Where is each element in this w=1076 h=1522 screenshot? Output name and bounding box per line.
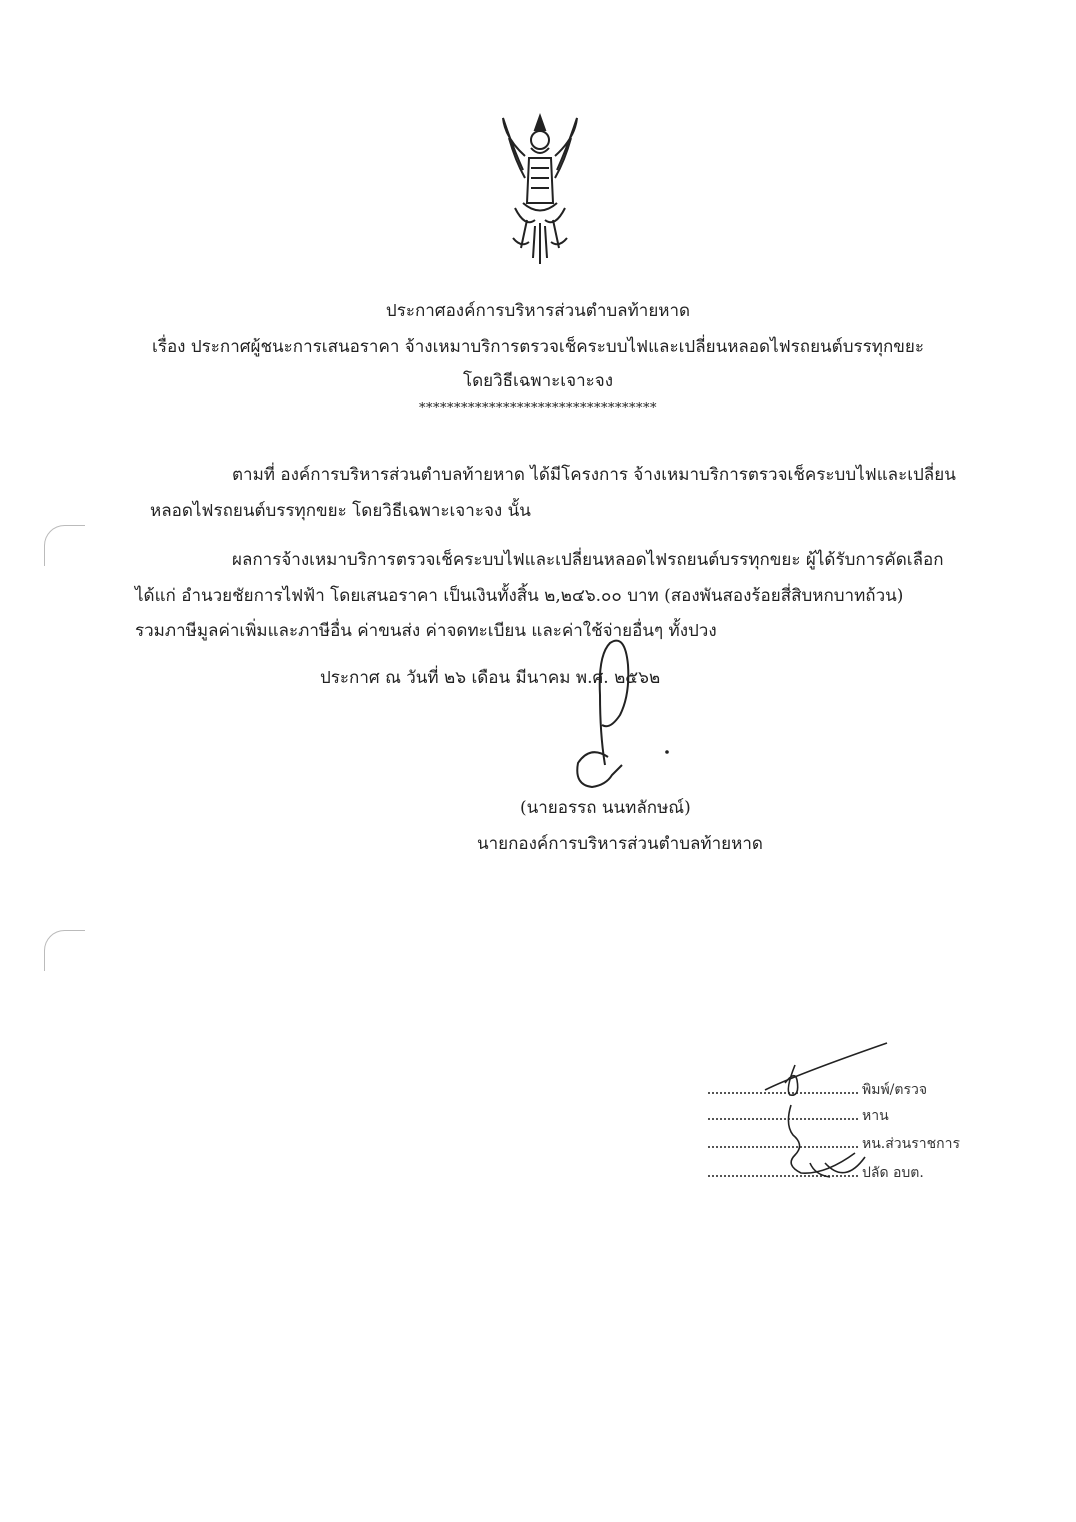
hole-punch-mark-bottom <box>44 930 85 971</box>
org-header: ประกาศองค์การบริหารส่วนตำบลท้ายหาด <box>385 301 691 321</box>
divider-stars: ********************************** <box>419 401 657 416</box>
paragraph-2-line-1: ผลการจ้างเหมาบริการตรวจเช็คระบบไฟและเปลี่ยนหลอดไฟรถยนต์บรรทุกขยะ ผู้ได้รับการคัดเลือก <box>232 550 944 570</box>
paragraph-2-line-3: รวมภาษีมูลค่าเพิ่มและภาษีอื่น ค่าขนส่ง ค่าจดทะเบียน และค่าใช้จ่ายอื่นๆ ทั้งปวง <box>135 621 717 641</box>
routing-label: หาน <box>862 1108 889 1124</box>
paragraph-2-line-2: ได้แก่ อำนวยชัยการไฟฟ้า โดยเสนอราคา เป็นเงินทั้งสิ้น ๒,๒๔๖.๐๐ บาท (สองพันสองร้อยสี่สิบหกบาทถ้วน) <box>135 586 904 606</box>
hole-punch-mark-top <box>44 525 85 566</box>
routing-label: หน.ส่วนราชการ <box>862 1136 960 1152</box>
garuda-emblem-icon <box>495 108 585 268</box>
paragraph-1-line-2: หลอดไฟรถยนต์บรรทุกขยะ โดยวิธีเฉพาะเจาะจง นั้น <box>150 501 531 521</box>
method-line: โดยวิธีเฉพาะเจาะจง <box>462 371 614 391</box>
routing-label: ปลัด อบต. <box>862 1165 924 1181</box>
signature-icon <box>530 635 690 805</box>
announce-date: ประกาศ ณ วันที่ ๒๖ เดือน มีนาคม พ.ศ. ๒๕๖๒ <box>320 668 661 688</box>
paragraph-1-line-1: ตามที่ องค์การบริหารส่วนตำบลท้ายหาด ได้มีโครงการ จ้างเหมาบริการตรวจเช็คระบบไฟและเปลี่ยน <box>232 465 956 485</box>
routing-label: พิมพ์/ตรวจ <box>862 1082 928 1098</box>
subject-line: เรื่อง ประกาศผู้ชนะการเสนอราคา จ้างเหมาบริการตรวจเช็คระบบไฟและเปลี่ยนหลอดไฟรถยนต์บรรทุกขยะ <box>152 337 924 357</box>
signatory-name: (นายอรรถ นนทลักษณ์) <box>520 798 691 818</box>
initials-signature-icon <box>755 1035 895 1195</box>
signatory-position: นายกองค์การบริหารส่วนตำบลท้ายหาด <box>477 834 763 854</box>
